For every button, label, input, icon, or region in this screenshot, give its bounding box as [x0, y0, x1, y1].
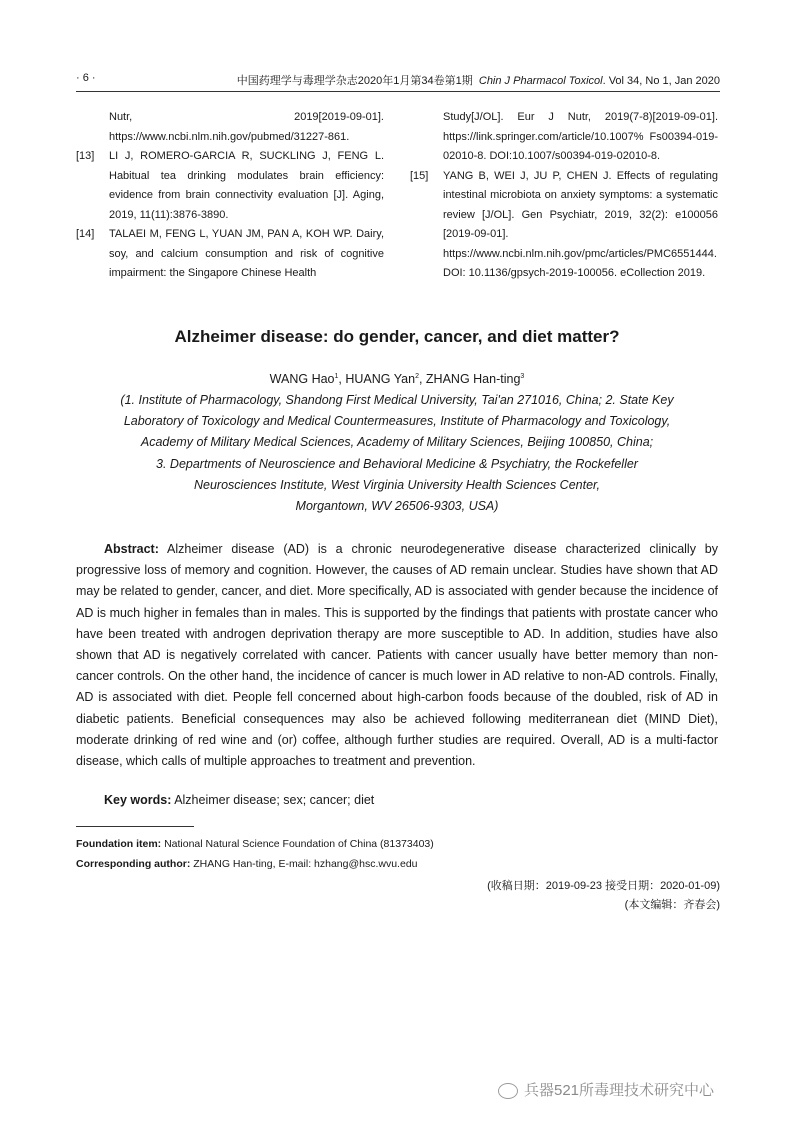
journal-name-en: Chin J Pharmacol Toxicol: [478, 75, 603, 87]
journal-volume: . Vol 34, No 1, Jan 2020: [602, 75, 720, 87]
watermark-text: 兵器521所毒理技术研究中心: [524, 1082, 715, 1099]
journal-name-cn: 中国药理学与毒理学杂志2020年1月第34卷第1期: [236, 75, 473, 87]
author-name: ZHANG Han-ting: [425, 372, 521, 386]
author-affiliation-mark: 2: [415, 372, 419, 380]
reference-item: [14] TALAEI M, FENG L, YUAN JM, PAN A, KOH WP. Dairy, soy, and calcium consumption and risk of cognitive impairment: the Singapore Chinese Health: [76, 228, 384, 279]
references-left-column: [76, 108, 384, 284]
affiliation-line: Neurosciences Institute, West Virginia University Health Sciences Center,: [194, 477, 600, 492]
references-right-column: [410, 108, 718, 284]
reference-item: Nutr, 2019[2019-09-01]. https://www.ncbi.nlm.nih.gov/pubmed/31227-861.: [109, 111, 384, 143]
journal-citation: [237, 72, 720, 88]
affiliations: [76, 390, 718, 517]
foundation-footnote: Foundation item: National Natural Science Foundation of China (81373403): [76, 838, 434, 850]
author-affiliation-mark: 1: [334, 372, 339, 380]
reference-item: Study[J/OL]. Eur J Nutr, 2019(7-8)[2019-09-01]. https://link.springer.com/article/10.1007% Fs00394-019-02010-8. DOI:10.1007/s00394-019-02010-8.: [443, 111, 718, 162]
header-rule: [76, 91, 720, 92]
article-title: Alzheimer disease: do gender, cancer, and diet matter?: [174, 327, 620, 346]
author-name: WANG Hao: [269, 372, 335, 386]
affiliation-line: (1. Institute of Pharmacology, Shandong First Medical University, Tai'an 271016, China; 2. State Key: [120, 393, 674, 407]
abstract: [76, 539, 718, 772]
abstract-text: Alzheimer disease (AD) is a chronic neurodegenerative disease characterized clinically by progressive loss of memory and cognition. However, the causes of AD remain unclear. Studies have shown that AD may be related to gender, cancer, and diet. More specifically, AD is associated with gender because the incidence of AD is much higher in females than in males. This is supported by the findings that patients with prostate cancer who have been treated with androgen deprivation therapy are more susceptible to AD. In addition, studies have also shown that AD is negatively correlated with cancer. Patients with cancer usually have better memory than non-cancer controls. On the other hand, the incidence of cancer is much lower in AD relative to non-AD controls. Finally, AD is associated with diet. People fell concerned about high-carbon foods because of the doubled, risk of AD in diabetic patients. Beneficial consequences may also be achieved following mediterranean diet (MIND Diet), moderate drinking of red wine and (or) coffee, although further studies are required. Overall, AD is a multi-factor disease, which calls of multiple approaches to treatment and prevention.: [76, 542, 718, 769]
reference-item: [13] LI J, ROMERO-GARCIA R, SUCKLING J, FENG L. Habitual tea drinking modulates brain efficiency: evidence from brain connectivity evaluation [J]. Aging, 2019, 11(11):3876-3890.: [76, 150, 384, 221]
watermark: [498, 1079, 714, 1100]
affiliation-line: Laboratory of Toxicology and Medical Countermeasures, Institute of Pharmacology and Toxicology,: [123, 414, 671, 429]
author-list: WANG Hao$^1$, HUANG Yan$^2$, ZHANG Han-ting$^3$: [269, 372, 525, 386]
author-name: HUANG Yan: [345, 372, 416, 386]
corresponding-author-footnote: Corresponding author: ZHANG Han-ting, E-mail: hzhang@hsc.wvu.edu: [76, 858, 418, 870]
wechat-icon: [498, 1083, 518, 1099]
author-affiliation-mark: 3: [520, 372, 525, 380]
editor-line: (本文编辑：齐春会): [624, 899, 720, 911]
affiliation-line: 3. Departments of Neuroscience and Behavioral Medicine & Psychiatry, the Rockefeller: [156, 456, 638, 471]
received-accepted-dates: [487, 877, 720, 915]
running-header: [76, 72, 720, 90]
affiliation-line: Morgantown, WV 26506-9303, USA): [295, 499, 499, 514]
keywords: [104, 793, 374, 807]
abstract-label: Abstract:: [104, 542, 159, 556]
keywords-text: Alzheimer disease; sex; cancer; diet: [174, 793, 375, 807]
affiliation-line: Academy of Military Medical Sciences, Academy of Military Sciences, Beijing 100850, China;: [140, 435, 654, 450]
reference-item: [15] YANG B, WEI J, JU P, CHEN J. Effects of regulating intestinal microbiota on anxiety symptoms: a systematic review [J/OL]. Gen Psychiatr, 2019, 32(2): e100056 [2019-09-01]. https://www.ncbi.nlm.nih.gov/pmc/articles/PMC6551444. DOI: 10.1136/gpsych-2019-100056. eCollection 2019.: [410, 169, 718, 279]
footnote-rule: [76, 826, 194, 827]
dates-line: (收稿日期：2019-09-23 接受日期：2020-01-09): [487, 880, 720, 892]
keywords-label: Key words:: [104, 793, 172, 807]
page-number: · 6 ·: [76, 72, 96, 84]
